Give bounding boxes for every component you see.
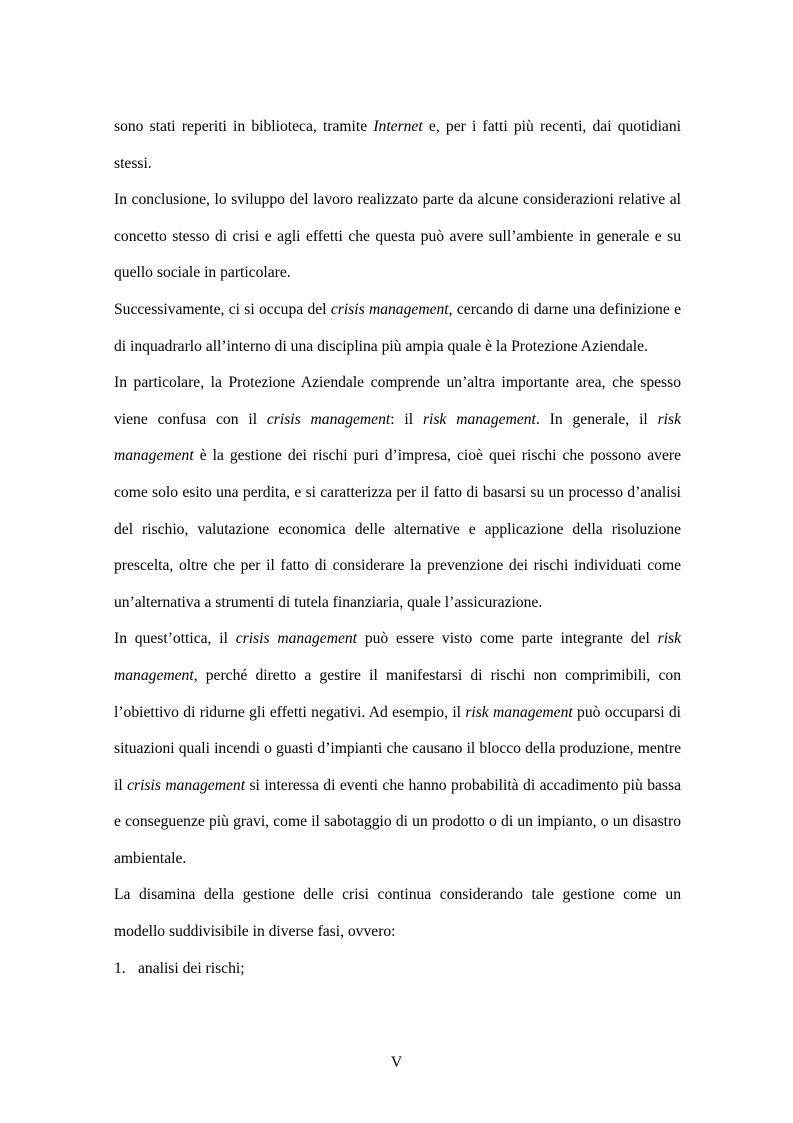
italic-term: risk management [465,703,573,721]
text-run: è la gestione dei rischi puri d’impresa, cioè quei rischi che possono avere come solo esito una perdita, e si caratterizza per il fatto di basarsi su un processo d’analisi del rischio, valutazione economica delle alternative e applicazione della risoluzione prescelta, oltre che per il fatto di considerare la prevenzione dei rischi individuati come un’alternativa a strumenti di tutela finanziaria, quale l’assicurazione. [114,447,681,611]
text-run: si interessa di eventi che hanno probabilità di accadimento più bassa e conseguenze più gravi, come il sabotaggio di un prodotto o di un impianto, o un disastro ambientale. [114,776,681,867]
text-run: Successivamente, ci si occupa del [114,300,331,318]
list-item [114,951,681,988]
text-run: In quest’ottica, il [114,630,236,648]
page-number: V [390,1054,403,1071]
italic-term: crisis management [330,300,449,318]
list-item-text: analisi dei rischi; [138,959,245,977]
text-run: , perché diretto a gestire il manifestarsi di rischi non comprimibili, con l’obiettivo di ridurne gli effetti negativi. Ad esempio, il [114,666,681,721]
paragraph [114,877,681,950]
text-run: può essere visto come parte integrante del [357,630,658,648]
body-text [114,109,681,987]
text-run: . In generale, il [535,410,658,428]
text-run: : il [390,410,423,428]
italic-term: risk management [422,410,536,428]
text-run: La disamina della gestione delle crisi continua considerando tale gestione come un modello suddivisibile in diverse fasi, ovvero: [114,886,681,941]
italic-term: crisis management [266,410,391,428]
text-run: In conclusione, lo sviluppo del lavoro realizzato parte da alcune considerazioni relative al concetto stesso di crisi e agli effetti che questa può avere sull’ambiente in generale e su quello sociale in particolare. [114,191,681,282]
italic-term: Internet [373,118,423,135]
text-run: sono stati reperiti in biblioteca, tramite [114,118,374,135]
text-run: In particolare, la Protezione Aziendale comprende un’altra importante area, che spesso viene confusa con il [114,374,681,428]
italic-term: crisis management [235,630,358,648]
italic-term: risk management [114,410,681,465]
text-run: può occuparsi di situazioni quali incendi o guasti d’impianti che causano il blocco della produzione, mentre il [114,703,681,794]
text-run: e, per i fatti più recenti, dai quotidiani stessi. [114,118,681,172]
paragraph [114,292,681,365]
list-item-number: 1. [114,959,126,977]
paragraph [114,365,681,621]
paragraph [114,621,681,877]
italic-term: crisis management [127,776,246,794]
italic-term: risk management [114,630,682,684]
paragraph [114,182,681,292]
text-run: , cercando di darne una definizione e di inquadrarlo all’interno di una disciplina più ampia quale è la Protezione Aziendale. [114,300,682,355]
paragraph [114,109,681,182]
